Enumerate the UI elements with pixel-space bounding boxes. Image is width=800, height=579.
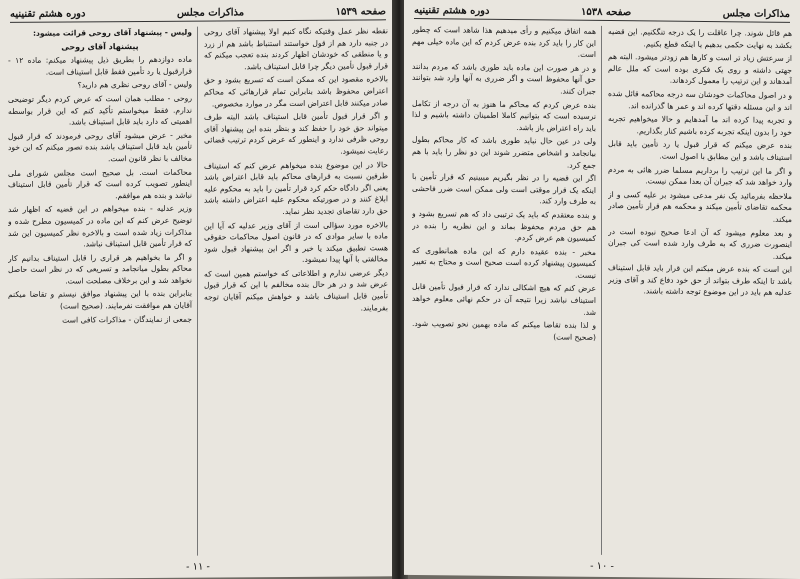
paragraph: و اگر ما این ترتیب را برداریم مسلما ضرر هائی به مردم وارد خواهد شد که جبران آن بعدا ممکن نیست.: [608, 164, 792, 188]
paragraph: و اگر ما بخواهیم هر قراری را قابل استیناف بدانیم کار محاکم بطول میانجامد و تسریعی که در نظر است حاصل نخواهد شد و این برخلاف مصلحت است.: [8, 252, 192, 286]
paragraph: بنده عرض کردم که محاکم ما هنوز به آن درجه از تکامل نرسیده است که بتوانیم کاملا اطمینان داشته باشیم و لذا باید راه اعتراض باز باشد.: [412, 98, 596, 133]
paragraph: ملاحظه بفرمائید یک نفر مدعی میشود بر علیه کسی و از محکمه تقاضای تأمین میکند و محکمه هم قرار تأمین صادر میکند.: [608, 189, 792, 224]
paragraph: و بنده معتقدم که باید یک ترتیبی داد که هم تسریع بشود و هم حق مردم محفوظ بماند و این نظریه را بنده در کمیسیون هم عرض کردم.: [412, 208, 596, 243]
paragraph: و اگر قرار قبول تأمین قابل استیناف باشد البته طرف میتواند حق خود را حفظ کند و بنظر بنده این پیشنهاد آقای روحی ظرفی ندارد و اینطور که عرض کردم ترتیب قضائی رعایت نمیشود.: [204, 111, 388, 156]
right-page: [404, 0, 800, 579]
paragraph: و تجربه پیدا کرده اند ما آمدهایم و حالا میخواهیم تجربه خود را بدون اینکه تجربه کرده باشیم کنار بگذاریم.: [608, 114, 792, 137]
left-page-column-left: [8, 27, 198, 557]
paragraph: وزیر عدلیه - بنده میخواهم در این قضیه که اظهار شد توضیح عرض کنم که این ماده در کمیسیون مطرح شده و مذاکرات زیاد شده است و بالاخره نظر کمیسیون این شد که قرار تأمین قابل استیناف نباشد.: [8, 203, 192, 249]
paragraph: مخبر - بنده عقیده دارم که این ماده همانطوری که کمیسیون پیشنهاد کرده است صحیح است و محتاج به تغییر نیست.: [412, 245, 596, 280]
paragraph: مخبر - عرض میشود آقای روحی فرمودند که قرار قبول تأمین باید قابل استیناف باشد بنده تصور میکنم که این خود مخالف با نظر قانون است.: [8, 130, 192, 164]
paragraph: روحی - مطلب همان است که عرض کردم دیگر توضیحی ندارم. فقط میخواستم تأکید کنم که این قرار بواسطه اهمیتی که دارد باید قابل استیناف باشد.: [8, 93, 192, 127]
right-page-columns: [412, 24, 792, 557]
paragraph: بالاخره مقصود این که ممکن است که تسریع بشود و حق اعتراض محفوظ باشد بنابراین تمام قرارهائی که محاکم صادر میکنند قابل اعتراض است مگر در موارد مخصوص.: [204, 74, 388, 109]
paragraph: محاکمات است. بل صحیح است مجلس شورای ملی اینطور تصویب کرده است که قرار تأمین قابل استیناف نباشد و بنده هم موافقم.: [8, 167, 192, 200]
paragraph: بالاخره مورد سؤالی است از آقای وزیر عدلیه که آیا این ماده با سایر موادی که در قانون اصول محاکمات حقوقی هست تطبیق میکند یا خیر و اگر این پیشنهاد قبول شود مخالفتی با آنها پیدا نمیشود.: [204, 219, 388, 265]
right-page-number: - ۱۰ -: [590, 560, 614, 573]
left-header-title: مذاکرات مجلس: [176, 6, 245, 19]
left-page-columns: [8, 25, 388, 557]
left-header-session: دوره هشتم تقنینیه: [10, 7, 86, 20]
right-page-column-left: [412, 24, 602, 555]
paragraph: دیگر عرضی ندارم و اطلاعاتی که خواستم همین است که عرض شد و در هر حال بنده مخالفم با این که قرار قبول تأمین قابل استیناف باشد و خواهش میکنم آقایان توجه بفرمایند.: [204, 268, 388, 313]
left-page-header: [10, 3, 386, 23]
speaker-line: ولیس - پیشنهاد آقای روحی قرائت میشود:: [32, 27, 192, 38]
paragraph: و بعد معلوم میشود که آن ادعا صحیح نبوده است در اینصورت ضرری که به طرف وارد شده است کی جبران میکند.: [608, 226, 792, 261]
right-page-column-right: [608, 26, 792, 557]
paragraph: جمعی از نمایندگان - مذاکرات کافی است: [62, 314, 192, 325]
paragraph: ماده دوازدهم را بطریق ذیل پیشنهاد میکنم: ماده ۱۲ - قرارقبول یا رد تأمین فقط قابل استیناف است.: [8, 54, 193, 77]
left-page: [0, 0, 396, 579]
right-header-page-label: صفحه ۱۵۳۸: [580, 6, 632, 18]
right-page-header: [414, 2, 790, 23]
paragraph: ولی در عین حال نباید طوری باشد که کار محاکم بطول بیانجامد و اشخاص متضرر شوند این دو نظر را باید با هم جمع کرد.: [412, 135, 596, 170]
paragraph: و در هر صورت این ماده باید طوری باشد که مردم بدانند حق آنها محفوظ است و اگر ضرری به آنها وارد شد بتوانند جبران کنند.: [412, 61, 596, 96]
paragraph: عرض کنم که هیچ اشکالی ندارد که قرار قبول تأمین قابل استیناف نباشد زیرا نتیجه آن در حکم نهائی معلوم خواهد شد.: [412, 282, 596, 317]
left-header-page-label: صفحه ۱۵۳۹: [335, 5, 386, 18]
section-heading: پیشنهاد آقای روحی: [61, 41, 139, 52]
paragraph: بنده عرض میکنم که قرار قبول یا رد تأمین باید قابل استیناف باشد و این مطابق با اصول است.: [608, 139, 792, 162]
paragraph: و در اصول محاکمات خودشان سه درجه محاکمه قائل شده اند و این مسئله دقتها کرده اند و عمر ها گذرانده اند.: [608, 88, 792, 112]
paragraph: این است که بنده عرض میکنم این قرار باید قابل استیناف باشد تا اینکه طرف بتواند از حق خود دفاع کند و آقای وزیر عدلیه هم باید در این موضوع توجه داشته باشند.: [608, 263, 792, 298]
paragraph: بنابراین بنده با این پیشنهاد موافق نیستم و تقاضا میکنم آقایان هم موافقت نفرمایند. (صحیح است): [8, 289, 192, 311]
right-header-title: مذاکرات مجلس: [722, 7, 790, 20]
right-header-session: دوره هشتم تقنینیه: [414, 4, 490, 17]
left-page-column-right: [204, 25, 388, 555]
paragraph: همه اتفاق میکنیم و رأی میدهیم هذا شاهد است که چطور این کار را باید کرد بنده عرض کردم که این ماده خیلی مهم است.: [412, 24, 596, 60]
paragraph: و لذا بنده تقاضا میکنم که ماده بهمین نحو تصویب شود. (صحیح است): [412, 319, 596, 342]
paragraph: ولیس - آقای روحی نظری هم دارید؟: [77, 80, 192, 90]
paragraph: نقطه نظر عمل وقتیکه نگاه کنیم اولا پیشنهاد آقای روحی در جنبه دارد هم از قول خواستند استنباط باشد هم از زرد و یا منطقی که خودشان اظهار کردند بنده تعجب میکنم که قرار قبول تأمین دیگر چرا قابل استیناف باشد.: [204, 26, 388, 72]
left-page-number: - ۱۱ -: [186, 561, 210, 573]
paragraph: هم قائل شوند. چرا عاقلت را یک درجه تنگکنیم. این قضیه بکشد به نهایت حکمی بدهیم یا اینکه قطع بکنیم.: [608, 26, 792, 50]
paragraph: از سرعتش زیاد تر است و کارها هم زودتر میشود. البته هم جهتی داشته و روی یک فکری بوده است که ملل عالم آمدهاند و این ترتیب را معمول کردهاند.: [608, 52, 792, 87]
paragraph: اگر این قضیه را در نظر بگیریم میبینیم که قرار تأمین با اینکه یک قرار موقتی است ولی ممکن است ضرر فاحشی به طرف وارد کند.: [412, 172, 596, 207]
paragraph: حالا در این موضوع بنده میخواهم عرض کنم که استیناف طرفین نسبت به قرارهای محاکم باید قابل اعتراض باشد یعنی اگر دادگاه حکم کرد قرار تأمین را باید به محکوم علیه ابلاغ کنند و در صورتیکه محکوم علیه اعتراض داشته باشد حق دارد تقاضای تجدید نظر نماید.: [204, 159, 388, 216]
